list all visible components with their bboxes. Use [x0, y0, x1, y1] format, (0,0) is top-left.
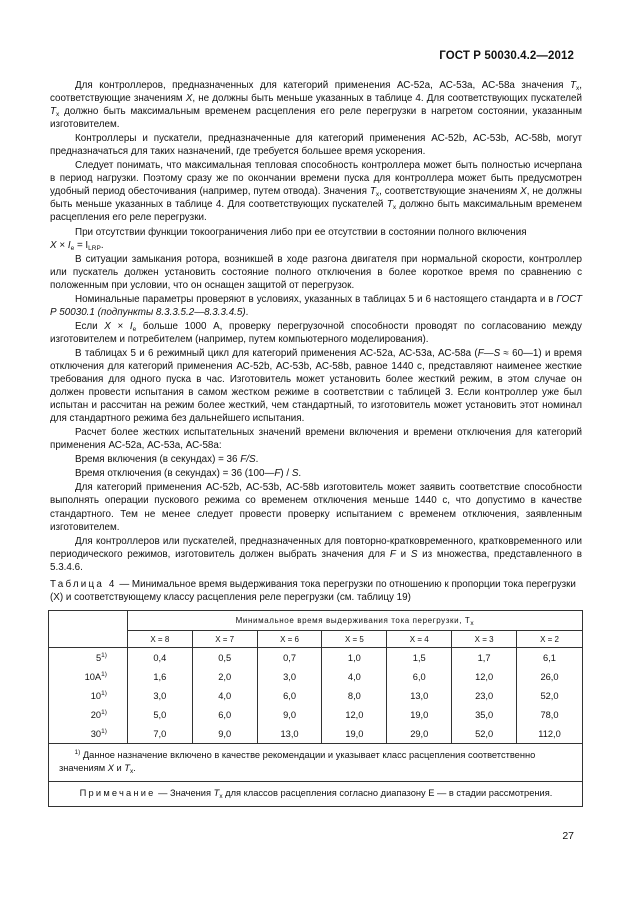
table-cell: 23,0	[452, 686, 517, 705]
column-header: X = 8	[127, 631, 192, 648]
table-caption: Таблица 4 — Минимальное время выдерживания тока перегрузки по отношению к пропорции тока перегрузки (X) и соответствующему классу расцепления реле перегрузки (см. таблицу 19)	[50, 579, 576, 603]
row-label: 10$^{1)}$	[49, 686, 128, 705]
table-row	[49, 686, 583, 705]
table-cell: 0,7	[257, 648, 322, 668]
table-cell: 12,0	[452, 667, 517, 686]
table-cell: 78,0	[517, 705, 583, 724]
column-header: X = 7	[192, 631, 257, 648]
table-note-row	[49, 782, 583, 807]
column-header: X = 4	[387, 631, 452, 648]
table-cell: 0,5	[192, 648, 257, 668]
table-cell: 26,0	[517, 667, 583, 686]
paragraph: Для контроллеров, предназначенных для категорий применения АС-52а, АС-53а, АС-58а значения $T_x$, соответствующие значениям X, не должны быть меньше указанных в таблице 4. Для соответствующих пускателей $T_x$ должно быть максимальным временем расцепления его реле перегрузки в нагретом состоянии, указанным изготовителем.	[50, 80, 582, 131]
table-cell: 13,0	[257, 724, 322, 744]
table-cell: 8,0	[322, 686, 387, 705]
table-cell: 19,0	[322, 724, 387, 744]
table-row	[49, 648, 583, 668]
table-cell: 6,0	[192, 705, 257, 724]
paragraph: В таблицах 5 и 6 режимный цикл для категорий применения АС-52а, АС-53а, АС-58а (F—S ≈ 60—1) и время отключения для категорий применения АС-52b, АС-53b, АС-58b, равное 1440 с, представляют наименее жесткие требования для одного пуска в час. Изготовитель может установить более жесткий режим, в этом случае он должен провести испытания в самом жестком режиме в соответствии с таблицей 3. Если контроллер уже был испытан и рассчитан на режим более жесткий, чем стандартный, то изготовитель может установить этот номинал для стандартного режима без дальнейшего испытания.	[50, 347, 582, 425]
table-cell: 13,0	[387, 686, 452, 705]
paragraph: Время включения (в секундах) = 36 F/S.	[75, 454, 259, 466]
row-label: 5$^{1)}$	[49, 648, 128, 668]
table-cell: 52,0	[517, 686, 583, 705]
table-cell: 2,0	[192, 667, 257, 686]
table-footnote-row	[49, 744, 583, 782]
table-main-header: Минимальное время выдерживания тока перегрузки, $T_x$	[127, 611, 582, 631]
table-cell: 9,0	[192, 724, 257, 744]
table-corner-cell	[49, 611, 128, 648]
table-cell: 6,0	[387, 667, 452, 686]
table-column-header-row	[49, 631, 583, 648]
paragraph: Расчет более жестких испытательных значений времени включения и времени отключения для категорий применения АС-52а, АС-53а, АС-58а:	[50, 427, 582, 452]
table-row	[49, 705, 583, 724]
paragraph: Для контроллеров или пускателей, предназначенных для повторно-кратковременного, кратковременного или периодического режимов, изготовитель должен выбрать значения для F и S из множества, представленного в 5.3.4.6.	[50, 535, 583, 573]
table-cell: 1,0	[322, 648, 387, 668]
table-cell: 35,0	[452, 705, 517, 724]
table-cell: 7,0	[127, 724, 192, 744]
page-number: 27	[562, 830, 574, 842]
column-header: X = 2	[517, 631, 583, 648]
paragraph: При отсутствии функции токоограничения либо при ее отсутствии в состоянии полного включения $X \times I_e = I_{LRP}$.	[50, 226, 527, 252]
overload-time-table	[48, 610, 583, 807]
table-cell: 112,0	[517, 724, 583, 744]
table-cell: 1,5	[387, 648, 452, 668]
document-header: ГОСТ Р 50030.4.2—2012	[439, 50, 574, 62]
table-header-row	[49, 611, 583, 631]
table-cell: 6,1	[517, 648, 583, 668]
body-text	[50, 79, 582, 575]
table-cell: 0,4	[127, 648, 192, 668]
paragraph: В ситуации замыкания ротора, возникшей в ходе разгона двигателя при нормальной скорости, контроллер или пускатель должен установить состояние полного отключения в более короткое время по сравнению с положенным при условии, что он оснащен защитой от перегрузок.	[50, 253, 582, 291]
row-label: $10A^{1)}$	[49, 667, 128, 686]
table-cell: 3,0	[127, 686, 192, 705]
table-cell: 4,0	[192, 686, 257, 705]
paragraph: Время отключения (в секундах) = 36 (100—F) / S.	[75, 468, 302, 480]
table-note: Примечание — Значения $T_x$ для классов расцепления согласно диапазону Е — в стадии рассмотрения.	[49, 782, 583, 807]
table-cell: 19,0	[387, 705, 452, 724]
paragraph: Следует понимать, что максимальная тепловая способность контроллера может быть полностью исчерпана в период нагрузки. Поэтому сразу же по окончании времени пуска для контроллера может быть предусмотрен удобный период обесточивания (например, путем отвода). Значения $T_x$, соответствующие значениям X, не должны быть меньше указанных в таблице 4. Для соответствующих пускателей $T_x$ должно быть максимальным временем расцепления его реле перегрузки.	[50, 160, 582, 224]
table-cell: 9,0	[257, 705, 322, 724]
column-header: X = 3	[452, 631, 517, 648]
table-cell: 1,6	[127, 667, 192, 686]
paragraph: Если $X \times I_e$ больше 1000 А, проверку перегрузочной способности проводят по согласованию между изготовителем и потребителем (например, путем компьютерного моделирования).	[50, 320, 582, 345]
table-cell: 4,0	[322, 667, 387, 686]
row-label: 20$^{1)}$	[49, 705, 128, 724]
table-cell: 5,0	[127, 705, 192, 724]
row-label: 30$^{1)}$	[49, 724, 128, 744]
paragraph: Номинальные параметры проверяют в условиях, указанных в таблицах 5 и 6 настоящего стандарта и в ГОСТ Р 50030.1 (подпункты 8.3.3.5.2—8.3.3.4.5).	[50, 293, 582, 318]
table-cell: 29,0	[387, 724, 452, 744]
column-header: X = 6	[257, 631, 322, 648]
table-cell: 1,7	[452, 648, 517, 668]
table-footnote: $^{1)}$ Данное назначение включено в качестве рекомендации и указывает класс расцепления соответственно значениям X и $T_x$.	[49, 744, 583, 782]
paragraph: Контроллеры и пускатели, предназначенные для категорий применения АС-52b, АС-53b, АС-58b, могут предназначаться для таких назначений, где требуется большее время ускорения.	[50, 133, 582, 158]
table-cell: 3,0	[257, 667, 322, 686]
table-cell: 12,0	[322, 705, 387, 724]
table-cell: 6,0	[257, 686, 322, 705]
column-header: X = 5	[322, 631, 387, 648]
paragraph: Для категорий применения АС-52b, АС-53b, АС-58b изготовитель может заявить соответствие способности выполнять операции пускового режима со временем отключения меньше 1440 с, что допустимо в качестве стандартного. Тем не менее следует провести проверку испытанием с временем отключения, заявленным изготовителем.	[50, 482, 582, 533]
table-cell: 52,0	[452, 724, 517, 744]
table-row	[49, 667, 583, 686]
table-row	[49, 724, 583, 744]
